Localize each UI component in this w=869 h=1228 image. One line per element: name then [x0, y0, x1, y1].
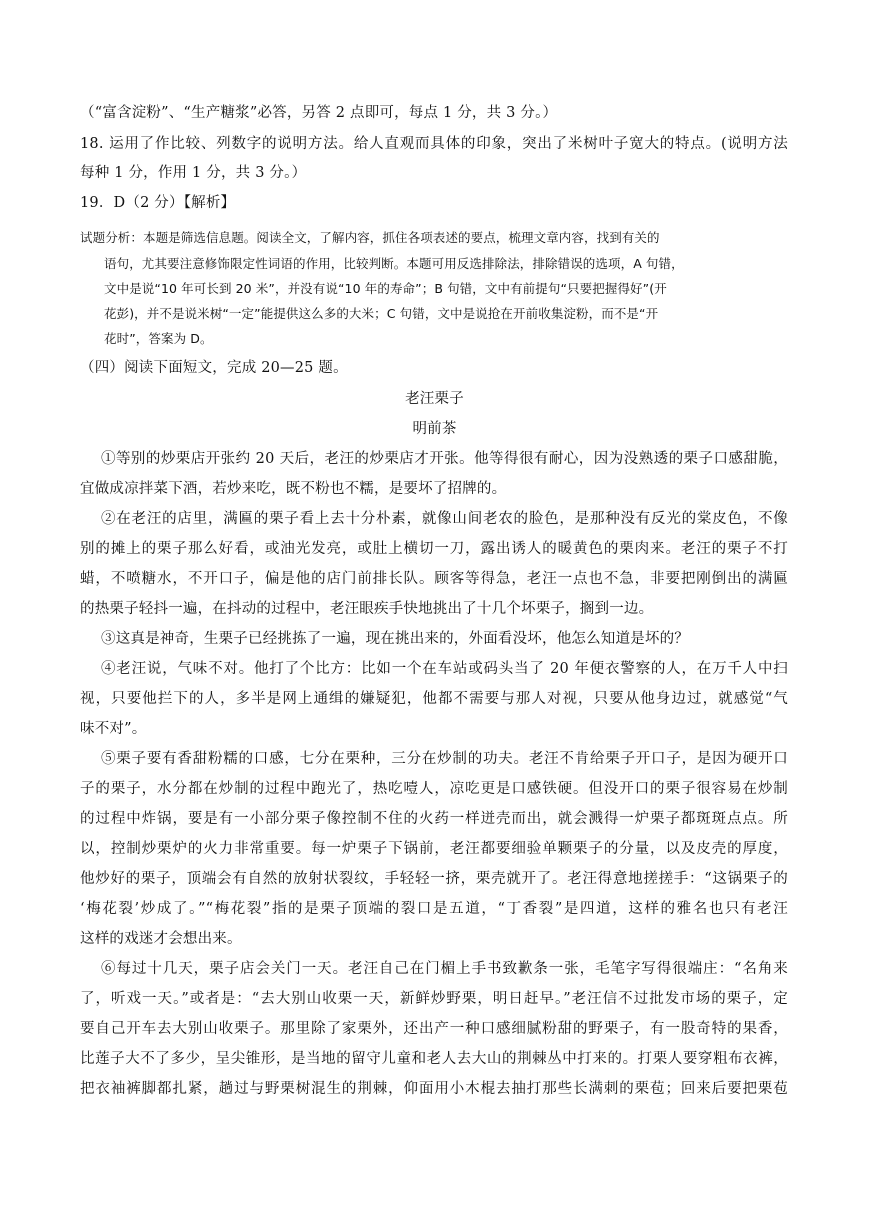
- body-line: 味不对”。: [80, 721, 147, 737]
- body-line: 宜做成凉拌菜下酒，若炒来吃，既不粉也不糯，是要坏了招牌的。: [80, 481, 507, 497]
- answer-18-line2: 每种 1 分，作用 1 分，共 3 分。）: [80, 165, 307, 181]
- body-line: ④老汪说，气味不对。他打了个比方：比如一个在车站或码头当了 20 年便衣警察的人，在万千人中扫: [101, 661, 788, 677]
- analysis-line: 花彭)，并不是说米树“一定”能提供这么多的大米；C 句错，文中是说抢在开前收集淀粉，而不是“开: [104, 306, 659, 321]
- body-line: ‘梅花裂’炒成了。”“梅花裂”指的是栗子顶端的裂口是五道，“丁香裂”是四道，这样的雅名也只有老汪: [80, 901, 788, 917]
- body-line: 别的摊上的栗子那么好看，或油光发亮，或肚上横切一刀，露出诱人的暖黄色的栗肉来。老汪的栗子不打: [80, 541, 788, 557]
- body-line: 要自己开车去大别山收栗子。那里除了家栗外，还出产一种口感细腻粉甜的野栗子，有一股奇特的果香，: [80, 1021, 788, 1037]
- answer-18-line1: 18. 运用了作比较、列数字的说明方法。给人直观而具体的印象，突出了米树叶子宽大的特点。(说明方法: [80, 136, 788, 152]
- analysis-line: 试题分析：本题是筛选信息题。阅读全文，了解内容，抓住各项表述的要点，梳理文章内容，找到有关的: [80, 230, 660, 245]
- analysis-line: 文中是说“10 年可长到 20 米”，并没有说“10 年的寿命”；B 句错，文中有前提句“只要把握得好”(开: [104, 281, 667, 296]
- body-line: ③这真是神奇，生栗子已经挑拣了一遍，现在挑出来的，外面看没坏，他怎么知道是坏的？: [101, 631, 689, 647]
- body-line: ①等别的炒栗店开张约 20 天后，老汪的炒栗店才开张。他等得很有耐心，因为没熟透的栗子口感甜脆，: [101, 451, 788, 467]
- body-line: 他炒好的栗子，顶端会有自然的放射状裂纹，手轻轻一挤，栗壳就开了。老汪得意地搓搓手：“这锅栗子的: [80, 871, 788, 887]
- article-title: 老汪栗子: [405, 391, 464, 407]
- body-line: 视，只要他拦下的人，多半是网上通缉的嫌疑犯，他都不需要与那人对视，只要从他身边过，就感觉“气: [80, 691, 788, 707]
- analysis-line: 花时”，答案为 D。: [104, 331, 213, 346]
- body-line: 比莲子大不了多少，呈尖锥形，是当地的留守儿童和老人去大山的荆棘丛中打来的。打栗人要穿粗布衣裤，: [80, 1051, 788, 1067]
- body-line: ②在老汪的店里，满匾的栗子看上去十分朴素，就像山间老农的脸色，是那种没有反光的棠皮色，不像: [101, 511, 788, 527]
- body-line: ⑤栗子要有香甜粉糯的口感，七分在栗种，三分在炒制的功夫。老汪不肯给栗子开口子，是因为硬开口: [101, 751, 788, 767]
- section-heading: （四）阅读下面短文，完成 20—25 题。: [80, 360, 348, 376]
- article-author: 明前茶: [412, 421, 457, 437]
- answer-19-head: 19．D（2 分）【解析】: [80, 195, 236, 211]
- body-line: 子的栗子，水分都在炒制的过程中跑光了，热吃噎人，凉吃更是口感铁硬。但没开口的栗子很容易在炒制: [80, 781, 788, 797]
- body-line: 这样的戏迷才会想出来。: [80, 931, 242, 947]
- body-line: 的热栗子轻抖一遍，在抖动的过程中，老汪眼疾手快地挑出了十几个坏栗子，搁到一边。: [80, 601, 654, 617]
- body-line: 的过程中炸锅，要是有一小部分栗子像控制不住的火药一样迸壳而出，就会溅得一炉栗子都斑斑点点。所: [80, 811, 788, 827]
- analysis-line: 语句，尤其要注意修饰限定性词语的作用，比较判断。本题可用反选排除法，排除错误的选项，A 句错，: [104, 256, 684, 271]
- body-line: 把衣袖裤脚都扎紧，趟过与野栗树混生的荆棘，仰面用小木棍去抽打那些长满刺的栗苞；回来后要把栗苞: [80, 1081, 788, 1097]
- body-line: 蜡，不喷糖水，不开口子，偏是他的店门前排长队。顾客等得急，老汪一点也不急，非要把刚倒出的满匾: [80, 571, 788, 587]
- body-line: ⑥每过十几天，栗子店会关门一天。老汪自己在门楣上手书致歉条一张，毛笔字写得很端庄：“名角来: [101, 961, 788, 977]
- body-line: 了，听戏一天。”或者是：“去大别山收栗一天，新鲜炒野栗，明日赶早。”老汪信不过批发市场的栗子，定: [80, 991, 788, 1007]
- body-line: 以，控制炒栗炉的火力非常重要。每一炉栗子下锅前，老汪都要细验单颗栗子的分量，以及皮壳的厚度，: [80, 841, 788, 857]
- answer-17-tail: （“富含淀粉”、“生产糖浆”必答，另答 2 点即可，每点 1 分，共 3 分。）: [80, 105, 558, 121]
